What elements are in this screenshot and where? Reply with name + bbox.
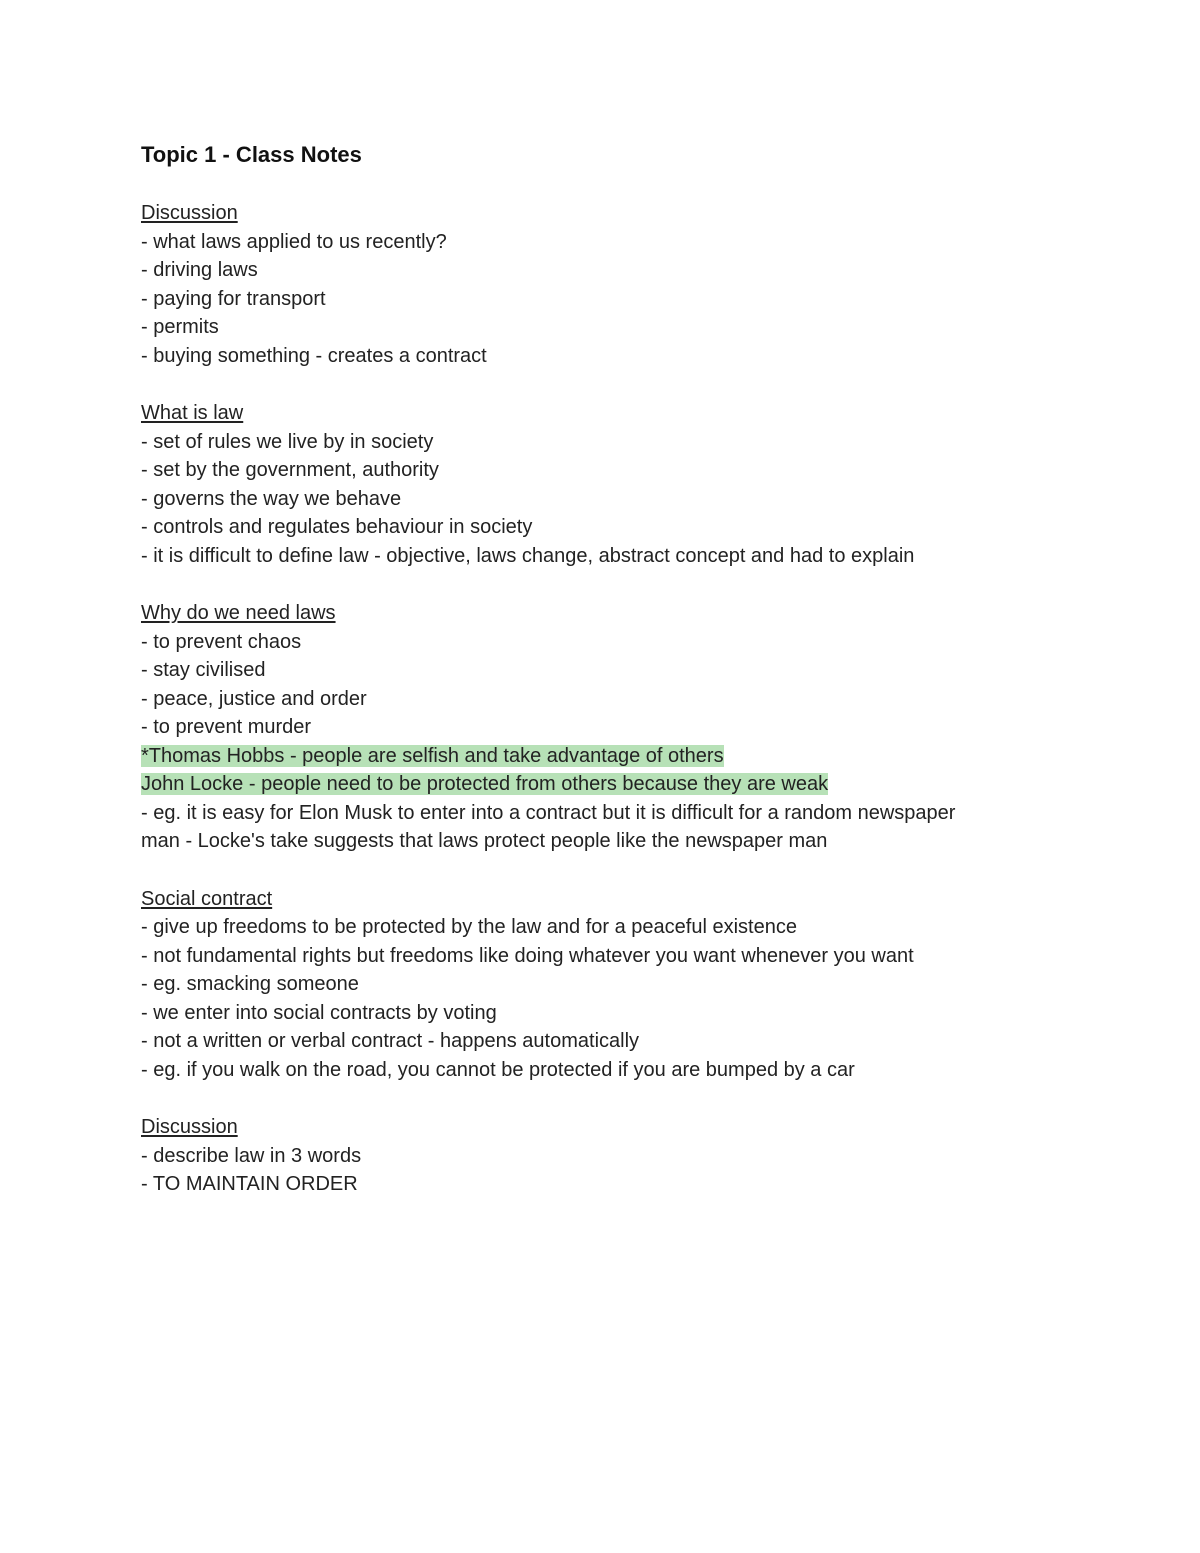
note-line: - we enter into social contracts by voting xyxy=(141,1001,497,1024)
note-line: - describe law in 3 words xyxy=(141,1144,362,1167)
section-why-laws xyxy=(141,599,1041,856)
page-title: Topic 1 - Class Notes xyxy=(141,142,362,167)
note-line: - buying something - creates a contract xyxy=(141,344,487,367)
note-line: - governs the way we behave xyxy=(141,487,402,510)
note-line: - set by the government, authority xyxy=(141,459,439,481)
note-line: - not fundamental rights but freedoms like doing whatever you want whenever you want xyxy=(141,944,914,967)
note-line: - not a written or verbal contract - happens automatically xyxy=(141,1030,640,1052)
note-line: - it is difficult to define law - objective, laws change, abstract concept and had to explain xyxy=(141,544,915,567)
highlighted-note-line xyxy=(141,770,1041,799)
section-heading: Discussion xyxy=(141,1116,238,1138)
highlight-hobbs: *Thomas Hobbs - people are selfish and take advantage of others xyxy=(141,744,724,767)
note-line: - controls and regulates behaviour in society xyxy=(141,516,533,538)
note-line: - eg. if you walk on the road, you cannot be protected if you are bumped by a car xyxy=(141,1058,855,1081)
note-line: man - Locke's take suggests that laws protect people like the newspaper man xyxy=(141,830,828,852)
section-social-contract xyxy=(141,885,1041,1085)
note-line: - peace, justice and order xyxy=(141,687,367,710)
note-line: - eg. it is easy for Elon Musk to enter into a contract but it is difficult for a random newspaper xyxy=(141,801,956,824)
note-line: - give up freedoms to be protected by the law and for a peaceful existence xyxy=(141,916,797,938)
highlighted-note-line xyxy=(141,742,1041,771)
note-line: - permits xyxy=(141,316,219,338)
note-line: - to prevent murder xyxy=(141,716,312,738)
note-line: - eg. smacking someone xyxy=(141,973,359,995)
section-heading: What is law xyxy=(141,402,244,424)
section-heading: Why do we need laws xyxy=(141,602,336,624)
highlight-locke: John Locke - people need to be protected from others because they are weak xyxy=(141,773,829,795)
note-line: - driving laws xyxy=(141,259,258,281)
document-page xyxy=(141,140,1041,1199)
section-discussion-1 xyxy=(141,199,1041,370)
note-line: - stay civilised xyxy=(141,659,266,681)
note-line: - what laws applied to us recently? xyxy=(141,230,447,253)
section-heading: Social contract xyxy=(141,887,273,910)
note-line: - paying for transport xyxy=(141,287,326,310)
note-line: - to prevent chaos xyxy=(141,630,302,653)
note-line: - set of rules we live by in society xyxy=(141,430,434,453)
section-what-is-law xyxy=(141,399,1041,570)
section-heading: Discussion xyxy=(141,202,238,224)
note-line: - TO MAINTAIN ORDER xyxy=(141,1173,358,1195)
section-discussion-2 xyxy=(141,1113,1041,1199)
